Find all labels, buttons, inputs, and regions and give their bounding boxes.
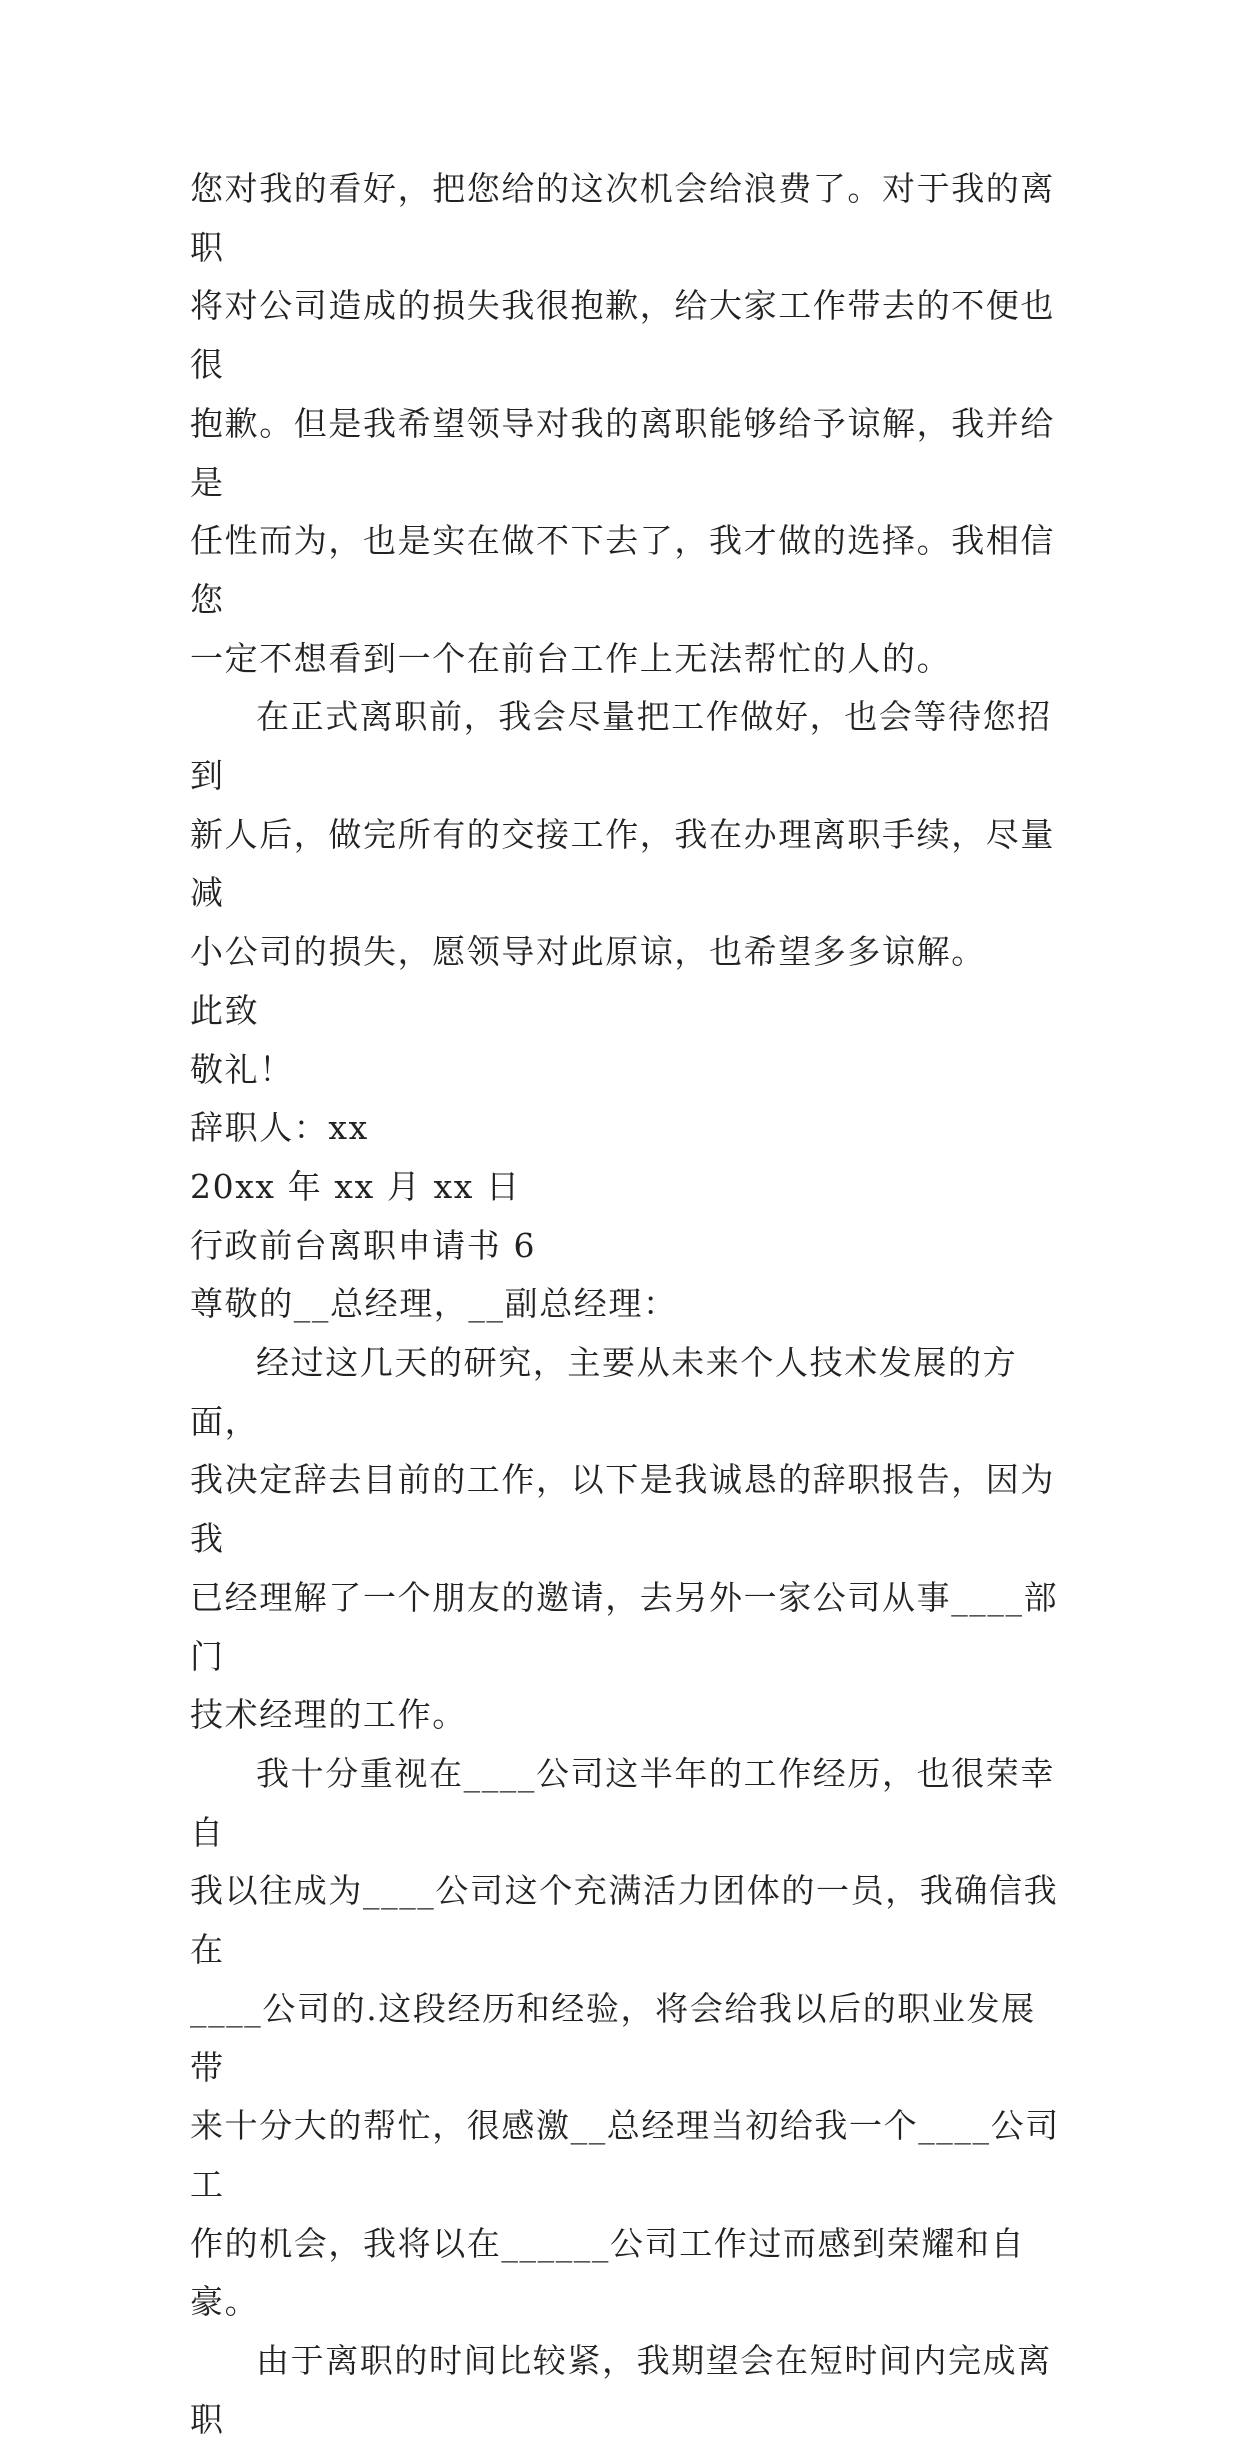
paragraph-line: 技术经理的工作。	[190, 1695, 467, 1735]
closing-regards: 敬礼！	[190, 1049, 294, 1089]
section-title: 行政前台离职申请书 6	[190, 1225, 537, 1265]
greeting-line: 尊敬的__总经理，__副总经理：	[190, 1284, 678, 1324]
paragraph-line: 来十分大的帮忙，很感激__总经理当初给我一个____公司工	[190, 2106, 1060, 2204]
paragraph-line: 小公司的损失，愿领导对此原谅，也希望多多谅解。	[190, 932, 986, 972]
date-line: 20xx 年 xx 月 xx 日	[190, 1166, 521, 1206]
paragraph-line: 将对公司造成的损失我很抱歉，给大家工作带去的不便也很	[190, 286, 1055, 385]
signature-line: 辞职人：xx	[190, 1108, 369, 1148]
paragraph-line: 已经理解了一个朋友的邀请，去另外一家公司从事____部门	[190, 1577, 1059, 1676]
paragraph-line: 由于离职的时间比较紧，我期望会在短时间内完成离职	[190, 2341, 1052, 2439]
paragraph-line: 我十分重视在____公司这半年的工作经历，也很荣幸自	[190, 1753, 1055, 1852]
paragraph-line: 任性而为，也是实在做不下去了，我才做的选择。我相信您	[190, 521, 1055, 619]
paragraph-line: ____公司的.这段经历和经验，将会给我以后的职业发展带	[190, 1988, 1036, 2087]
paragraph-line: 您对我的看好，把您给的这次机会给浪费了。对于我的离职	[190, 169, 1055, 267]
paragraph-line: 我以往成为____公司这个充满活力团体的一员，我确信我在	[190, 1871, 1059, 1970]
paragraph-line: 抱歉。但是我希望领导对我的离职能够给予谅解，我并给是	[190, 403, 1055, 502]
document-body	[190, 160, 1070, 2449]
paragraph-line: 我决定辞去目前的工作，以下是我诚恳的辞职报告，因为我	[190, 1460, 1055, 1559]
paragraph-line: 一定不想看到一个在前台工作上无法帮忙的人的。	[190, 638, 952, 678]
paragraph-line: 经过这几天的研究，主要从未来个人技术发展的方面，	[190, 1343, 1018, 1441]
paragraph-line: 新人后，做完所有的交接工作，我在办理离职手续，尽量减	[190, 814, 1055, 913]
closing-salutation: 此致	[190, 990, 260, 1030]
paragraph-line: 在正式离职前，我会尽量把工作做好，也会等待您招到	[190, 697, 1052, 796]
paragraph-line: 作的机会，我将以在______公司工作过而感到荣耀和自豪。	[190, 2223, 1026, 2322]
